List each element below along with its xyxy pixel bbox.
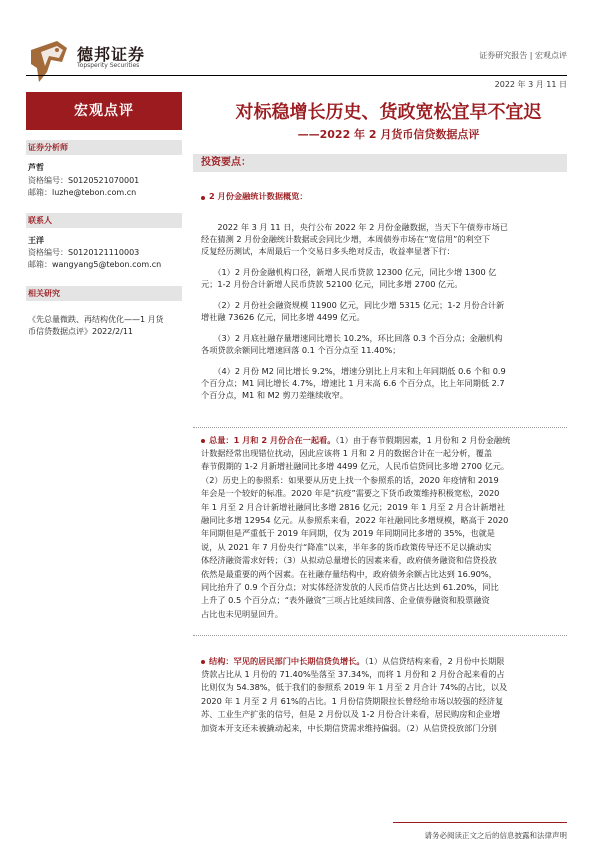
header-divider [26,75,567,76]
logo-chinese-name: 德邦证券 [77,45,146,64]
paragraph-line: 加资本开支还未被撬动起来，中长期信贷需求维持偏弱。（2）从信贷投放部门分别 [201,722,497,733]
paragraph-line: 说，从 2021 年 7 月份央行“降准”以来，半年多的货币政策传导还不足以撬动实 [201,541,492,552]
paragraph-line: 年会是一个较好的标准。2020 年是“抗疫”需要之下货币政策维持积极宽松，2020 [201,488,500,499]
paragraph-line: 上升了 0.5 个百分点；“表外融资”三项占比延续回落、企业债券融资和股票融资 [201,595,490,606]
bullet-icon [201,439,205,443]
section2-first-line [209,435,567,446]
analyst-email-value[interactable]: luzhe@tebon.com.cn [52,188,137,197]
paragraph-line: 个百分点；M1 同比增长 4.7%，增速比 1 月末高 6.6 个百分点，比上年同期低 2.7 [201,378,505,388]
analyst-email-label: 邮箱： [28,188,52,197]
report-date: 2022 年 3 月 11 日 [494,80,567,89]
paragraph-line: 2022 年 3 月 11 日，央行公布 2022 年 2 月份金融数据，当天下午债券市场已 [201,222,508,232]
report-type: 证券研究报告 | 宏观点评 [479,51,567,60]
analyst-name: 芦哲 [28,163,44,172]
contact-email-label: 邮箱： [28,260,52,269]
contact-cert-label: 资格编号： [28,248,68,257]
paragraph-line: 计数据经常出现错位扰动，因此应该将 1 月和 2 月的数据合计在一起分析，覆盖 [201,448,493,458]
paragraph-line: 反复经历测试，本周最后一个交易日多头绝对反击，收益率显著下行： [201,246,455,256]
paragraph-line: 各项贷款余额同比增速回落 0.1 个百分点至 11.40%； [201,345,401,355]
section2-first-line-text: （1）由于春节假期因素，1 月份和 2 月份金融统 [335,435,511,445]
bullet-icon [201,196,205,200]
section-divider [193,427,567,428]
paragraph-line: 春节假期的 1-2 月新增社融同比多增 4499 亿元，人民币信贷同比多增 2700 亿元。 [201,461,510,472]
contact-cert-value: S0120121110003 [68,248,140,257]
paragraph-line: 年同期但是严重低于 2019 年同期，仅为 2019 年同期同比多增的 35%，也就是 [201,528,495,539]
paragraph-line: （1）2 月份金融机构口径，新增人民币贷款 12300 亿元，同比少增 1300 亿 [201,267,497,277]
paragraph-line: 元；1-2 月份合计新增人民币贷款 52100 亿元，同比多增 2700 亿元。 [201,279,463,289]
contact-email-value[interactable]: wangyang5@tebon.com.cn [52,260,162,269]
contact-heading: 联系人 [26,213,182,228]
analyst-cert-value: S0120521070001 [68,176,140,185]
paragraph-line: 比则仅为 54.38%，低于我们的参照系 2019 年 1 月至 2 月合计 74%的占比，以及 [201,682,508,693]
paragraph-line: 融同比多增 12954 亿元。从参照系来看，2022 年社融同比多增规模，略高于 2020 [201,515,509,525]
contact-email [28,259,161,270]
paragraph-line: 依然是最重要的两个因素。在社融存量结构中，政府债务余额占比达到 16.90%， [201,568,497,579]
paragraph-line: （2）2 月份社会融资规模 11900 亿元，同比少增 5315 亿元；1-2 月份合计新 [201,300,505,310]
section-heading: 2 月份金融统计数据概览： [209,191,308,201]
contact-name: 王洋 [28,236,44,245]
analyst-email [28,187,136,198]
bullet-icon [201,660,205,664]
paragraph-line: （4）2 月份 M2 同比增长 9.2%，增速分别比上月末和上年同期低 0.6 个和 0.9 [201,366,506,376]
paragraph-line: 苏、工业生产扩张的信号，但是 2 月份以及 1-2 月份合计来看，居民购房和企业增 [201,709,501,720]
section-heading: 结构：罕见的居民部门中长期信贷负增长。 [209,656,365,666]
paragraph-line: 贷款占比从 1 月份的 71.40%坠落至 37.34%，而将 1 月份和 2 月份合起来看的占 [201,669,505,679]
analyst-heading: 证券分析师 [26,140,182,155]
related-heading: 相关研究 [26,286,182,301]
footer-disclaimer: 请务必阅读正文之后的信息披露和法律声明 [424,831,567,840]
tebon-logo-icon [27,38,71,84]
logo-english-name: Topsperity Securities [77,62,140,69]
paragraph-line: （2）历史上的参照系：如果要从历史上找一个参照系的话，2020 年疫情和 2019 [201,474,499,485]
analyst-cert [28,175,139,186]
related-item-line[interactable]: 币信贷数据点评》2022/2/11 [28,327,134,336]
analyst-cert-label: 资格编号： [28,176,68,185]
paragraph-line: 同比抬升了 0.9 个百分点；对实体经济发放的人民币信贷占比达到 61.20%，同比 [201,582,499,592]
paragraph-line: 个百分点，M1 和 M2 剪刀差继续收窄。 [201,390,348,400]
section-divider [193,635,567,636]
sidebar-category: 宏观点评 [26,92,182,130]
related-item-line[interactable]: 《先总量微跌、再结构优化——1 月货 [28,315,164,324]
paragraph-line: 增社融 73626 亿元，同比多增 4499 亿元。 [201,312,365,322]
report-title: 对标稳增长历史、货政宽松宜早不宜迟 [235,102,542,123]
footer-divider [393,822,567,823]
paragraph-line: 占比也未见明显回升。 [201,608,283,619]
section-heading: 总量：1 月和 2 月份合在一起看。 [209,435,336,445]
contact-cert [28,247,139,258]
section3-first-line-text: （1）从信贷结构来看，2 月份中长期限 [364,656,505,666]
paragraph-line: 体经济融资需求好转；（3）从拟动总量增长的因素来看，政府债务融资和信贷投放 [201,555,497,566]
paragraph-line: （3）2 月底社融存量增速同比增长 10.2%，环比回落 0.3 个百分点；金融机构 [201,333,503,343]
paragraph-line: 经在猜测 2 月份金融统计数据或会同比少增，本周债券市场在“宽信用”的利空下 [201,234,491,244]
investment-points-heading: 投资要点： [193,154,567,172]
paragraph-line: 年 1 月至 2 月合计新增社融同比多增 2816 亿元；2019 年 1 月至 2 月合计新增社 [201,501,506,512]
report-subtitle: ——2022 年 2 月货币信贷数据点评 [297,128,480,141]
paragraph-line: 2020 年 1 月至 2 月 61%的占比。1 月份信贷期限拉长曾经给市场以较强的经济复 [201,695,504,706]
section3-first-line [209,656,567,667]
